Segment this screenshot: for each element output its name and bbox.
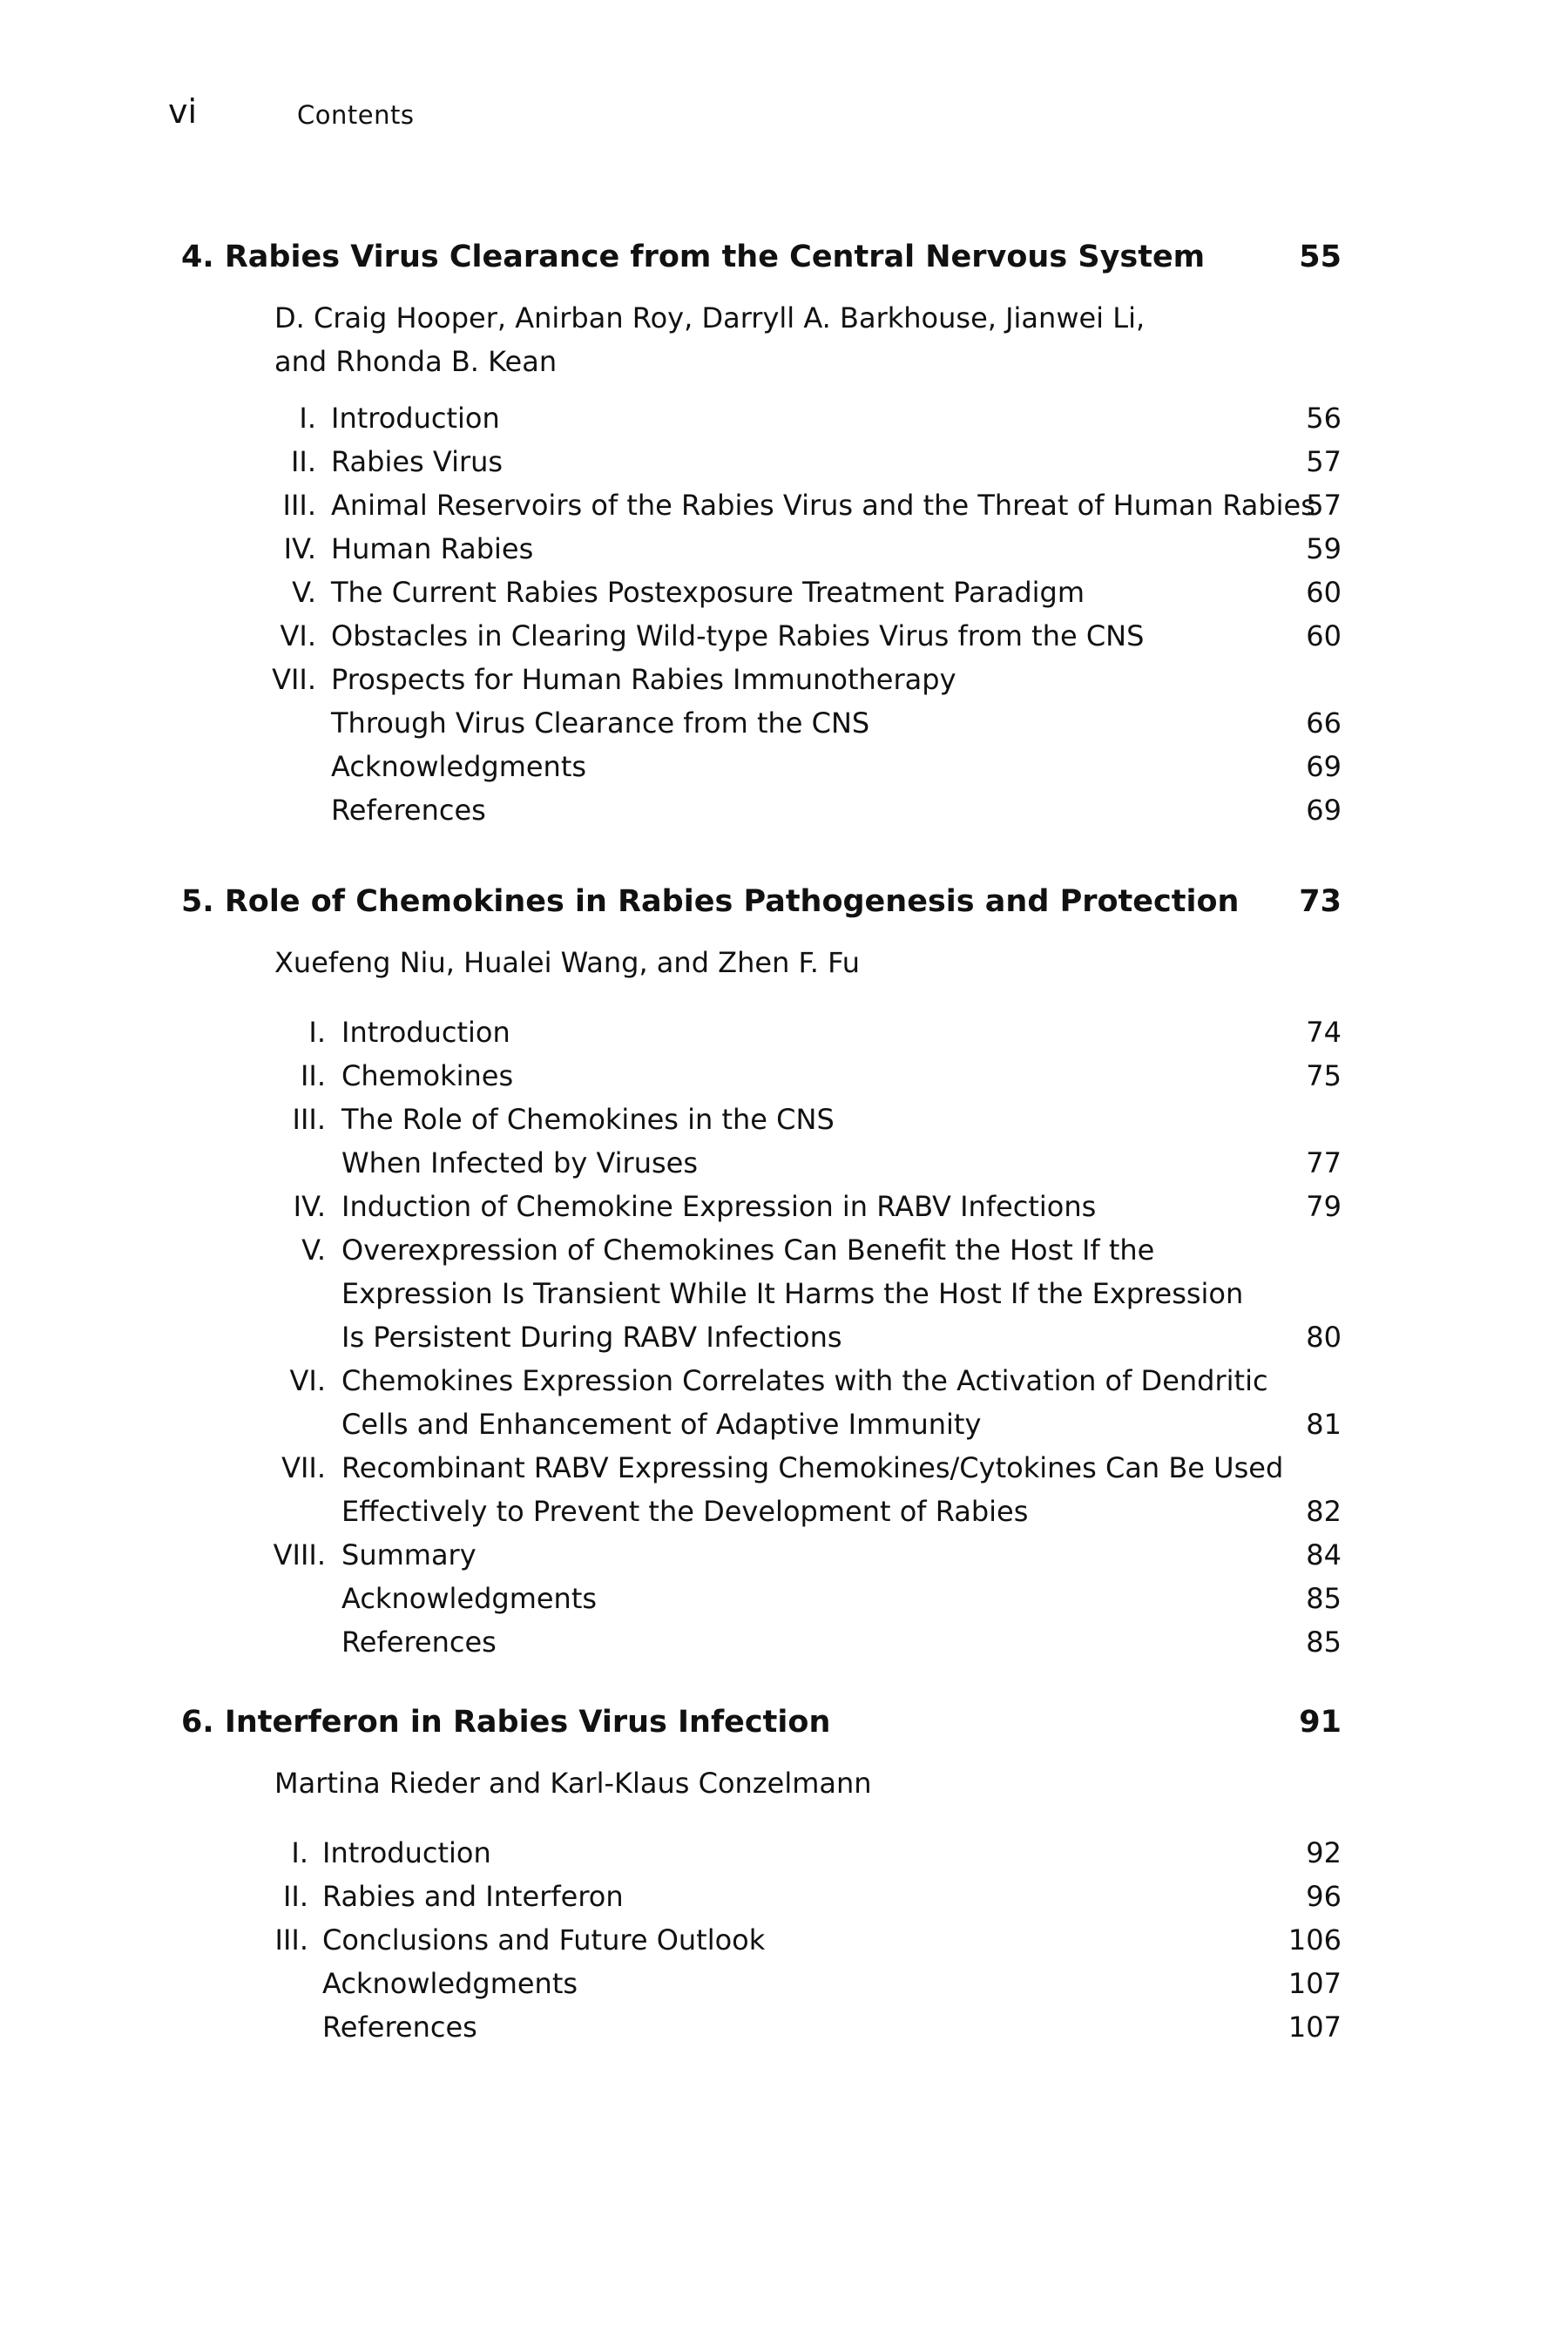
section-title: Human Rabies xyxy=(331,532,534,565)
toc-entry[interactable] xyxy=(0,1620,1568,1664)
section-title: Introduction xyxy=(341,1016,510,1049)
section-page-number: 107 xyxy=(1288,2011,1342,2044)
toc-entry[interactable] xyxy=(0,571,1568,614)
section-title: Acknowledgments xyxy=(322,1967,578,2000)
section-title: The Current Rabies Postexposure Treatment Paradigm xyxy=(331,576,1085,609)
section-title: References xyxy=(341,1625,497,1659)
section-page-number: 82 xyxy=(1306,1495,1342,1528)
section-page-number: 107 xyxy=(1288,1967,1342,2000)
section-numeral: III. xyxy=(282,489,316,522)
section-page-number: 66 xyxy=(1306,706,1342,740)
toc-entry[interactable] xyxy=(0,1918,1568,1962)
section-numeral: VI. xyxy=(289,1364,326,1397)
section-title: Prospects for Human Rabies Immunotherapy Through Virus Clearance from the CNS xyxy=(331,663,956,740)
section-title: Recombinant RABV Expressing Chemokines/Cytokines Can Be Used Effectively to Prevent the Development of Rabies xyxy=(341,1451,1284,1528)
section-title: Rabies Virus xyxy=(331,445,504,478)
toc-entry[interactable] xyxy=(0,1010,1568,1054)
toc-entry[interactable] xyxy=(0,658,1568,745)
chapter-page-number: 91 xyxy=(1299,1705,1342,1740)
section-page-number: 85 xyxy=(1306,1625,1342,1659)
toc-entry[interactable] xyxy=(0,788,1568,832)
section-list xyxy=(0,1831,1568,2049)
section-page-number: 56 xyxy=(1306,402,1342,435)
section-numeral: VI. xyxy=(280,619,316,652)
section-page-number: 59 xyxy=(1306,532,1342,565)
section-title: References xyxy=(322,2011,477,2044)
section-page-number: 60 xyxy=(1306,619,1342,652)
section-page-number: 57 xyxy=(1306,445,1342,478)
section-title: Acknowledgments xyxy=(331,750,587,783)
section-numeral: VIII. xyxy=(273,1538,326,1571)
section-numeral: III. xyxy=(292,1103,326,1136)
section-numeral: II. xyxy=(300,1059,326,1092)
chapter-title[interactable]: 5. Role of Chemokines in Rabies Pathogenesis and Protection xyxy=(181,884,1240,919)
section-page-number: 96 xyxy=(1306,1880,1342,1913)
toc-entry[interactable] xyxy=(0,1098,1568,1185)
chapter-page-number: 73 xyxy=(1299,884,1342,919)
toc-entry[interactable] xyxy=(0,1446,1568,1533)
section-page-number: 106 xyxy=(1288,1923,1342,1957)
page-header xyxy=(168,91,415,134)
section-numeral: V. xyxy=(301,1233,326,1267)
section-list xyxy=(0,1010,1568,1664)
section-numeral: VII. xyxy=(272,663,316,696)
section-numeral: III. xyxy=(274,1923,308,1957)
toc-entry[interactable] xyxy=(0,614,1568,658)
section-title: The Role of Chemokines in the CNS When Infected by Viruses xyxy=(341,1103,835,1179)
section-numeral: I. xyxy=(299,402,316,435)
section-page-number: 79 xyxy=(1306,1190,1342,1223)
section-page-number: 57 xyxy=(1306,489,1342,522)
chapter-title[interactable]: 6. Interferon in Rabies Virus Infection xyxy=(181,1705,831,1740)
section-title: Acknowledgments xyxy=(341,1582,598,1615)
section-numeral: VII. xyxy=(281,1451,326,1484)
section-numeral: V. xyxy=(292,576,316,609)
chapter-title[interactable]: 4. Rabies Virus Clearance from the Central Nervous System xyxy=(181,240,1206,274)
section-title: Chemokines xyxy=(341,1059,514,1092)
toc-entry[interactable] xyxy=(0,1831,1568,1875)
section-title: Animal Reservoirs of the Rabies Virus and the Threat of Human Rabies xyxy=(331,489,1315,522)
toc-entry[interactable] xyxy=(0,2005,1568,2049)
section-page-number: 80 xyxy=(1306,1321,1342,1354)
chapter-authors: Xuefeng Niu, Hualei Wang, and Zhen F. Fu xyxy=(274,946,861,979)
section-page-number: 85 xyxy=(1306,1582,1342,1615)
section-title: Introduction xyxy=(331,402,500,435)
section-page-number: 60 xyxy=(1306,576,1342,609)
toc-entry[interactable] xyxy=(0,440,1568,483)
section-title: Induction of Chemokine Expression in RABV Infections xyxy=(341,1190,1097,1223)
toc-entry[interactable] xyxy=(0,1054,1568,1098)
toc-entry[interactable] xyxy=(0,483,1568,527)
section-list xyxy=(0,396,1568,832)
section-title: Conclusions and Future Outlook xyxy=(322,1923,766,1957)
section-page-number: 75 xyxy=(1306,1059,1342,1092)
toc-entry[interactable] xyxy=(0,1359,1568,1446)
section-title: Obstacles in Clearing Wild-type Rabies Virus from the CNS xyxy=(331,619,1145,652)
section-title: Introduction xyxy=(322,1836,491,1869)
running-title: Contents xyxy=(297,100,415,130)
section-numeral: II. xyxy=(290,445,316,478)
section-title: References xyxy=(331,794,486,827)
section-page-number: 69 xyxy=(1306,750,1342,783)
toc-entry[interactable] xyxy=(0,1533,1568,1577)
section-page-number: 77 xyxy=(1306,1146,1342,1179)
section-title: Overexpression of Chemokines Can Benefit the Host If the Expression Is Transient While It Harms the Host If the Expression Is Persistent During RABV Infections xyxy=(341,1233,1244,1354)
section-numeral: I. xyxy=(308,1016,326,1049)
chapter-page-number: 55 xyxy=(1299,240,1342,274)
section-page-number: 81 xyxy=(1306,1408,1342,1441)
chapter-authors: Martina Rieder and Karl-Klaus Conzelmann xyxy=(274,1767,872,1800)
section-numeral: II. xyxy=(282,1880,308,1913)
section-title: Chemokines Expression Correlates with the Activation of Dendritic Cells and Enhancement of Adaptive Immunity xyxy=(341,1364,1268,1441)
section-numeral: I. xyxy=(291,1836,308,1869)
section-page-number: 69 xyxy=(1306,794,1342,827)
toc-entry[interactable] xyxy=(0,527,1568,571)
toc-entry[interactable] xyxy=(0,1577,1568,1620)
toc-entry[interactable] xyxy=(0,396,1568,440)
section-numeral: IV. xyxy=(283,532,316,565)
section-title: Summary xyxy=(341,1538,476,1571)
toc-entry[interactable] xyxy=(0,1875,1568,1918)
toc-entry[interactable] xyxy=(0,1228,1568,1359)
section-page-number: 92 xyxy=(1306,1836,1342,1869)
section-page-number: 74 xyxy=(1306,1016,1342,1049)
section-numeral: IV. xyxy=(293,1190,326,1223)
page-folio: vi xyxy=(168,92,198,131)
toc-entry[interactable] xyxy=(0,745,1568,788)
section-page-number: 84 xyxy=(1306,1538,1342,1571)
toc-entry[interactable] xyxy=(0,1185,1568,1228)
section-title: Rabies and Interferon xyxy=(322,1880,624,1913)
chapter-authors: D. Craig Hooper, Anirban Roy, Darryll A. Barkhouse, Jianwei Li, and Rhonda B. Kean xyxy=(274,301,1146,378)
toc-entry[interactable] xyxy=(0,1962,1568,2005)
